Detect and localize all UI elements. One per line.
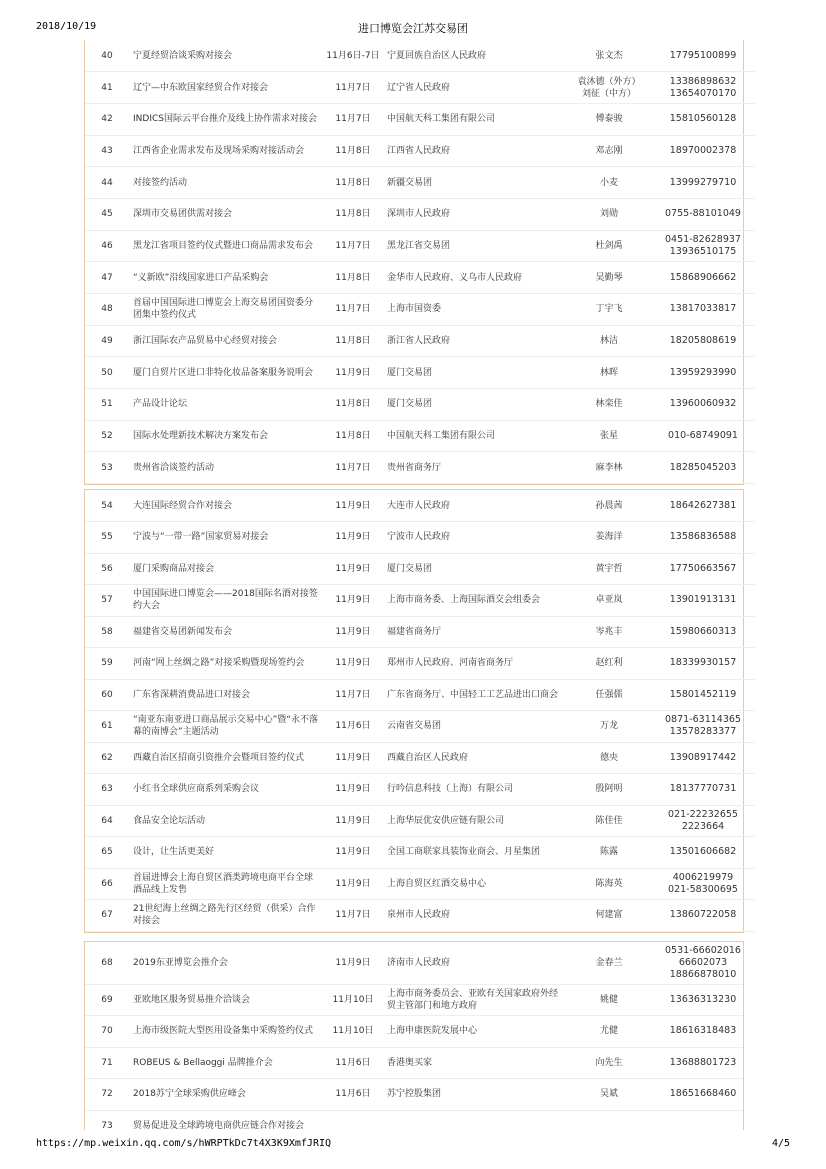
row-number: 66 [85, 868, 129, 900]
event-date: 11月9日 [323, 742, 383, 774]
organizer: 济南市人民政府 [383, 942, 567, 984]
event-name: 大连国际经贸合作对接会 [129, 490, 323, 522]
contact-person: 陈佳佳 [567, 805, 651, 837]
row-number: 42 [85, 103, 129, 135]
contact-person: 丁宇飞 [567, 294, 651, 326]
organizer: 西藏自治区人民政府 [383, 742, 567, 774]
contact-person: 吴勤琴 [567, 262, 651, 294]
row-number: 60 [85, 679, 129, 711]
event-date: 11月8日 [323, 389, 383, 421]
organizer: 上海市国资委 [383, 294, 567, 326]
event-name: INDICS国际云平台推介及线上协作需求对接会 [129, 103, 323, 135]
event-name: 厦门自贸片区进口非特化妆品备案服务说明会 [129, 357, 323, 389]
contact-phone: 15801452119 [651, 679, 755, 711]
event-name: 浙江国际农产品贸易中心经贸对接会 [129, 325, 323, 357]
organizer: 金华市人民政府、义乌市人民政府 [383, 262, 567, 294]
contact-phone: 13959293990 [651, 357, 755, 389]
table-row [85, 942, 744, 984]
contact-person: 赵红利 [567, 648, 651, 680]
organizer: 云南省交易团 [383, 711, 567, 743]
table-row [85, 585, 755, 617]
organizer: 大连市人民政府 [383, 490, 567, 522]
event-date: 11月9日 [323, 868, 383, 900]
event-date: 11月10日 [323, 1016, 383, 1048]
event-name: 产品设计论坛 [129, 389, 323, 421]
table-row [85, 262, 755, 294]
event-name: 宁波与“一带一路”国家贸易对接会 [129, 522, 323, 554]
organizer: 上海自贸区红酒交易中心 [383, 868, 567, 900]
table-row [85, 230, 755, 262]
event-name: 河南“网上丝绸之路”对接采购暨现场签约会 [129, 648, 323, 680]
event-date: 11月9日 [323, 616, 383, 648]
row-number: 64 [85, 805, 129, 837]
event-date: 11月7日 [323, 900, 383, 932]
event-date: 11月9日 [323, 837, 383, 869]
contact-person: 林洁 [567, 325, 651, 357]
contact-person: 林晖 [567, 357, 651, 389]
organizer: 中国航天科工集团有限公司 [383, 420, 567, 452]
contact-phone: 13999279710 [651, 167, 755, 199]
contact-phone: 0451-82628937 13936510175 [651, 230, 755, 262]
contact-phone: 4006219979 021-58300695 [651, 868, 755, 900]
event-name: “义新欧”沿线国家进口产品采购会 [129, 262, 323, 294]
contact-person: 向先生 [567, 1047, 651, 1079]
contact-phone: 17750663567 [651, 553, 755, 585]
table-row [85, 900, 755, 932]
event-date: 11月9日 [323, 522, 383, 554]
contact-person: 杜剑禹 [567, 230, 651, 262]
organizer: 上海申康医院发展中心 [383, 1016, 567, 1048]
organizer: 全国工商联家具装饰业商会、月星集团 [383, 837, 567, 869]
table-row [85, 868, 755, 900]
contact-person: 刘勋 [567, 198, 651, 230]
events-table-3 [85, 942, 744, 1130]
event-name: 厦门采购商品对接会 [129, 553, 323, 585]
contact-person: 尤健 [567, 1016, 651, 1048]
row-number: 43 [85, 135, 129, 167]
contact-person [567, 1110, 651, 1130]
contact-person: 傅泰骏 [567, 103, 651, 135]
contact-phone: 0871-63114365 13578283377 [651, 711, 755, 743]
event-name: 小红书全球供应商系列采购会议 [129, 774, 323, 806]
contact-person: 万龙 [567, 711, 651, 743]
table-row [85, 1047, 744, 1079]
event-name: 贵州省洽谈签约活动 [129, 452, 323, 484]
table-row [85, 774, 755, 806]
table-row [85, 805, 755, 837]
event-date: 11月9日 [323, 942, 383, 984]
contact-person: 卓亚岚 [567, 585, 651, 617]
table-row [85, 984, 744, 1016]
row-number: 69 [85, 984, 129, 1016]
event-name: 食品安全论坛活动 [129, 805, 323, 837]
row-number: 47 [85, 262, 129, 294]
event-name: 21世纪海上丝绸之路先行区经贸（供采）合作对接会 [129, 900, 323, 932]
organizer: 厦门交易团 [383, 553, 567, 585]
contact-phone: 13817033817 [651, 294, 755, 326]
event-date: 11月7日 [323, 72, 383, 104]
event-name: 宁夏经贸洽谈采购对接会 [129, 40, 323, 72]
footer-url: https://mp.weixin.qq.com/s/hWRPTkDc7t4X3K9XmfJRIQ [36, 1138, 332, 1149]
row-number: 71 [85, 1047, 129, 1079]
table-row [85, 1110, 744, 1130]
table-row [85, 103, 755, 135]
contact-person: 岑兆丰 [567, 616, 651, 648]
contact-person: 陈海英 [567, 868, 651, 900]
event-name: 深圳市交易团供需对接会 [129, 198, 323, 230]
contact-person: 邓志刚 [567, 135, 651, 167]
row-number: 61 [85, 711, 129, 743]
event-date: 11月6日-7日 [323, 40, 383, 72]
event-date: 11月6日 [323, 1079, 383, 1111]
organizer: 宁波市人民政府 [383, 522, 567, 554]
row-number: 51 [85, 389, 129, 421]
event-date: 11月8日 [323, 198, 383, 230]
row-number: 70 [85, 1016, 129, 1048]
table-row [85, 357, 755, 389]
event-name: 首届中国国际进口博览会上海交易团国资委分团集中签约仪式 [129, 294, 323, 326]
row-number: 58 [85, 616, 129, 648]
contact-phone: 13501606682 [651, 837, 755, 869]
table-section-1 [84, 40, 744, 485]
event-date: 11月9日 [323, 357, 383, 389]
event-name: 亚欧地区服务贸易推介洽谈会 [129, 984, 323, 1016]
organizer: 广东省商务厅、中国轻工工艺品进出口商会 [383, 679, 567, 711]
organizer: 行吟信息科技（上海）有限公司 [383, 774, 567, 806]
row-number: 52 [85, 420, 129, 452]
contact-phone: 13908917442 [651, 742, 755, 774]
contact-person: 德央 [567, 742, 651, 774]
contact-phone: 010-68749091 [651, 420, 755, 452]
row-number: 68 [85, 942, 129, 984]
event-name: 首届进博会上海自贸区酒类跨境电商平台全球酒品线上发售 [129, 868, 323, 900]
contact-phone: 18970002378 [651, 135, 755, 167]
organizer: 厦门交易团 [383, 357, 567, 389]
contact-person: 姜海洋 [567, 522, 651, 554]
contact-phone: 18285045203 [651, 452, 755, 484]
organizer: 深圳市人民政府 [383, 198, 567, 230]
row-number: 54 [85, 490, 129, 522]
row-number: 73 [85, 1110, 129, 1130]
event-date: 11月8日 [323, 167, 383, 199]
organizer: 上海市商务委、上海国际酒交会组委会 [383, 585, 567, 617]
event-name: 黑龙江省项目签约仪式暨进口商品需求发布会 [129, 230, 323, 262]
table-row [85, 711, 755, 743]
table-row [85, 40, 755, 72]
event-name: 江西省企业需求发布及现场采购对接活动会 [129, 135, 323, 167]
events-table-1 [85, 40, 755, 484]
event-date: 11月9日 [323, 648, 383, 680]
contact-person: 殷阿明 [567, 774, 651, 806]
contact-phone: 15980660313 [651, 616, 755, 648]
contact-phone: 13586836588 [651, 522, 755, 554]
event-name: 设计，让生活更美好 [129, 837, 323, 869]
event-date: 11月6日 [323, 1047, 383, 1079]
organizer: 新疆交易团 [383, 167, 567, 199]
event-date: 11月9日 [323, 585, 383, 617]
contact-phone: 13901913131 [651, 585, 755, 617]
contact-phone: 18205808619 [651, 325, 755, 357]
organizer: 浙江省人民政府 [383, 325, 567, 357]
row-number: 49 [85, 325, 129, 357]
contact-phone: 18616318483 [651, 1016, 744, 1048]
contact-phone: 0531-66602016 66602073 18866878010 [651, 942, 744, 984]
table-row [85, 490, 755, 522]
table-row [85, 135, 755, 167]
event-date: 11月8日 [323, 135, 383, 167]
contact-person: 姚健 [567, 984, 651, 1016]
table-row [85, 616, 755, 648]
table-row [85, 294, 755, 326]
table-row [85, 325, 755, 357]
event-name: 辽宁—中东欧国家经贸合作对接会 [129, 72, 323, 104]
table-row [85, 1016, 744, 1048]
event-name: 对接签约活动 [129, 167, 323, 199]
organizer: 福建省商务厅 [383, 616, 567, 648]
row-number: 45 [85, 198, 129, 230]
contact-person: 金春兰 [567, 942, 651, 984]
event-name: “南亚东南亚进口商品展示交易中心”暨“永不落幕的南博会”主题活动 [129, 711, 323, 743]
contact-person: 麻李林 [567, 452, 651, 484]
row-number: 56 [85, 553, 129, 585]
row-number: 63 [85, 774, 129, 806]
organizer: 厦门交易团 [383, 389, 567, 421]
event-name: ROBEUS & Bellaoggi 品牌推介会 [129, 1047, 323, 1079]
table-row [85, 389, 755, 421]
page-title: 进口博览会江苏交易团 [358, 22, 468, 35]
event-date: 11月8日 [323, 420, 383, 452]
events-table-2 [85, 490, 755, 932]
organizer: 贵州省商务厅 [383, 452, 567, 484]
contact-phone: 15868906662 [651, 262, 755, 294]
row-number: 65 [85, 837, 129, 869]
event-date: 11月8日 [323, 325, 383, 357]
event-name: 广东省深耕消费品进口对接会 [129, 679, 323, 711]
table-row [85, 553, 755, 585]
event-name: 贸易促进及全球跨境电商供应链合作对接会 [129, 1110, 323, 1130]
event-name: 上海市级医院大型医用设备集中采购签约仪式 [129, 1016, 323, 1048]
contact-person: 黄宇哲 [567, 553, 651, 585]
event-date: 11月7日 [323, 230, 383, 262]
organizer: 泉州市人民政府 [383, 900, 567, 932]
organizer: 郑州市人民政府、河南省商务厅 [383, 648, 567, 680]
contact-person: 小麦 [567, 167, 651, 199]
table-section-3 [84, 941, 744, 1130]
contact-person: 袁沐德（外方） 刘征（中方） [567, 72, 651, 104]
table-row [85, 742, 755, 774]
event-name: 国际水处理新技术解决方案发布会 [129, 420, 323, 452]
table-row [85, 198, 755, 230]
contact-phone [651, 1110, 744, 1130]
event-date: 11月9日 [323, 490, 383, 522]
contact-phone: 18137770731 [651, 774, 755, 806]
row-number: 67 [85, 900, 129, 932]
contact-phone: 18642627381 [651, 490, 755, 522]
table-row [85, 837, 755, 869]
row-number: 44 [85, 167, 129, 199]
organizer: 香港奥买家 [383, 1047, 567, 1079]
organizer [383, 1110, 567, 1130]
event-name: 西藏自治区招商引资推介会暨项目签约仪式 [129, 742, 323, 774]
table-row [85, 522, 755, 554]
row-number: 53 [85, 452, 129, 484]
event-date: 11月7日 [323, 679, 383, 711]
contact-person: 张文杰 [567, 40, 651, 72]
contact-person: 张星 [567, 420, 651, 452]
event-date: 11月8日 [323, 262, 383, 294]
contact-phone: 18651668460 [651, 1079, 744, 1111]
event-date: 11月9日 [323, 805, 383, 837]
contact-phone: 0755-88101049 [651, 198, 755, 230]
page-number: 4/5 [771, 1138, 790, 1149]
table-row [85, 72, 755, 104]
table-row [85, 452, 755, 484]
event-date: 11月7日 [323, 452, 383, 484]
row-number: 40 [85, 40, 129, 72]
organizer: 苏宁控股集团 [383, 1079, 567, 1111]
event-date: 11月9日 [323, 553, 383, 585]
event-name: 2018苏宁全球采购供应峰会 [129, 1079, 323, 1111]
row-number: 55 [85, 522, 129, 554]
contact-phone: 13386898632 13654070170 [651, 72, 755, 104]
table-row [85, 648, 755, 680]
organizer: 江西省人民政府 [383, 135, 567, 167]
event-name: 中国国际进口博览会——2018国际名酒对接签约大会 [129, 585, 323, 617]
organizer: 上海市商务委员会、亚欧有关国家政府外经贸主管部门和地方政府 [383, 984, 567, 1016]
event-date: 11月10日 [323, 984, 383, 1016]
contact-person: 林栾佳 [567, 389, 651, 421]
organizer: 黑龙江省交易团 [383, 230, 567, 262]
contact-person: 吴斌 [567, 1079, 651, 1111]
contact-phone: 15810560128 [651, 103, 755, 135]
event-date: 11月7日 [323, 294, 383, 326]
organizer: 上海华辰优安供应链有限公司 [383, 805, 567, 837]
contact-phone: 17795100899 [651, 40, 755, 72]
event-date [323, 1110, 383, 1130]
event-date: 11月9日 [323, 774, 383, 806]
contact-phone: 13688801723 [651, 1047, 744, 1079]
row-number: 50 [85, 357, 129, 389]
row-number: 62 [85, 742, 129, 774]
event-date: 11月6日 [323, 711, 383, 743]
organizer: 中国航天科工集团有限公司 [383, 103, 567, 135]
event-name: 2019东亚博览会推介会 [129, 942, 323, 984]
row-number: 72 [85, 1079, 129, 1111]
table-row [85, 1079, 744, 1111]
contact-phone: 13860722058 [651, 900, 755, 932]
table-row [85, 167, 755, 199]
contact-phone: 18339930157 [651, 648, 755, 680]
row-number: 59 [85, 648, 129, 680]
table-row [85, 679, 755, 711]
contact-person: 任强儒 [567, 679, 651, 711]
contact-phone: 021-22232655 2223664 [651, 805, 755, 837]
row-number: 46 [85, 230, 129, 262]
contact-person: 孙晨茜 [567, 490, 651, 522]
row-number: 57 [85, 585, 129, 617]
contact-person: 何建富 [567, 900, 651, 932]
table-row [85, 420, 755, 452]
event-name: 福建省交易团新闻发布会 [129, 616, 323, 648]
organizer: 辽宁省人民政府 [383, 72, 567, 104]
row-number: 41 [85, 72, 129, 104]
print-date: 2018/10/19 [36, 21, 97, 32]
organizer: 宁夏回族自治区人民政府 [383, 40, 567, 72]
contact-phone: 13636313230 [651, 984, 744, 1016]
row-number: 48 [85, 294, 129, 326]
event-date: 11月7日 [323, 103, 383, 135]
contact-phone: 13960060932 [651, 389, 755, 421]
contact-person: 陈露 [567, 837, 651, 869]
table-section-2 [84, 489, 744, 933]
